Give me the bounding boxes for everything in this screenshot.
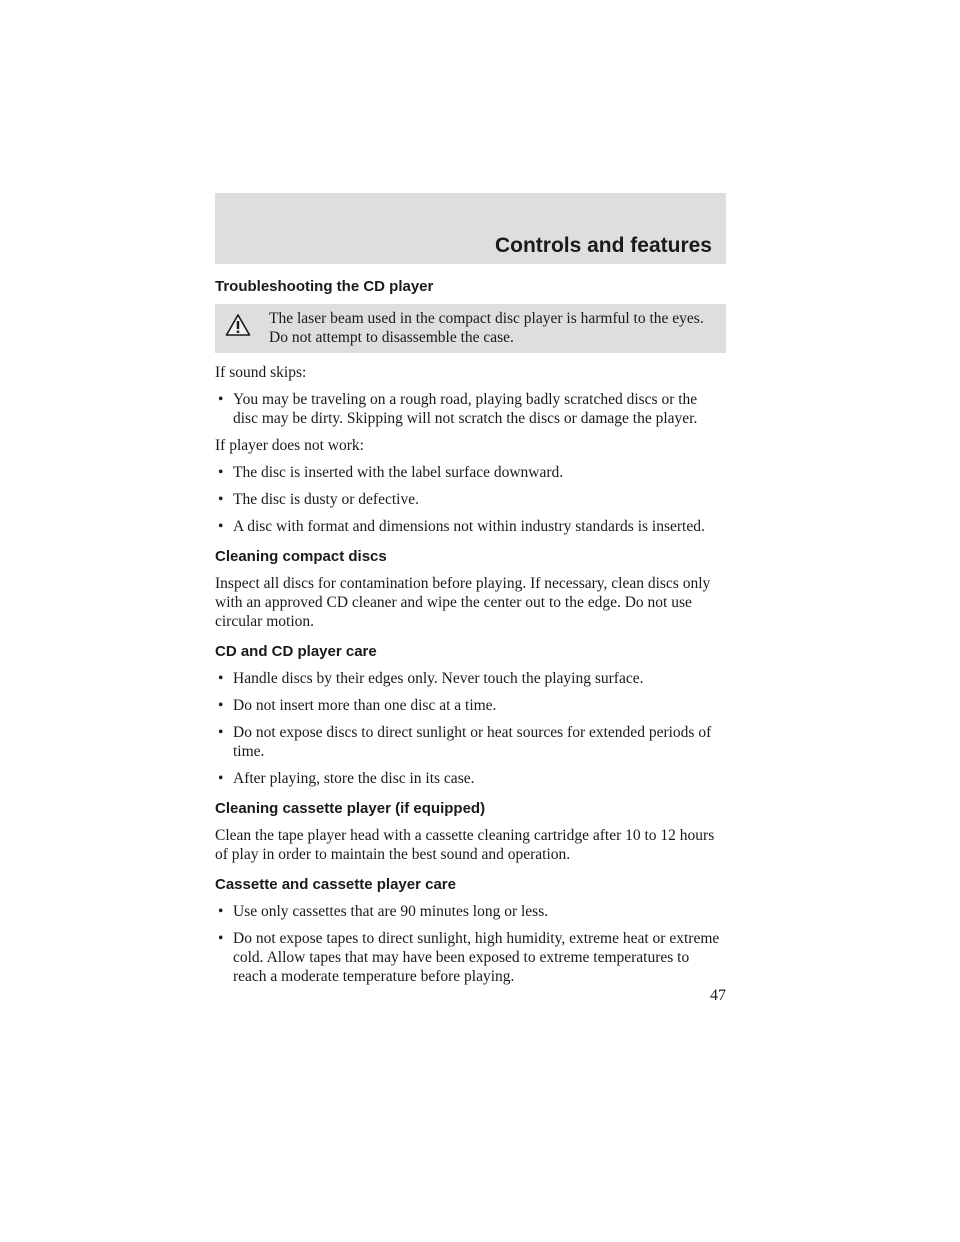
bullet-glyph: •	[218, 391, 224, 408]
list-item: • After playing, store the disc in its case.	[218, 770, 475, 787]
list-item: • You may be traveling on a rough road, playing badly scratched discs or the disc may be dirty. Skipping will not scratch the discs or damage the player.	[218, 391, 698, 427]
bullet-glyph: •	[218, 770, 224, 787]
warning-text: The laser beam used in the compact disc player is harmful to the eyes. Do not attempt to disassemble the case.	[269, 310, 704, 346]
bullet-glyph: •	[218, 464, 224, 481]
heading-cleaning-compact-discs: Cleaning compact discs	[215, 548, 387, 565]
list-item: • A disc with format and dimensions not within industry standards is inserted.	[218, 518, 705, 535]
section-title: Controls and features	[494, 234, 712, 257]
list-item: • The disc is inserted with the label surface downward.	[218, 464, 564, 481]
intro-sound-skips: If sound skips:	[215, 364, 307, 381]
bullet-glyph: •	[218, 697, 224, 714]
list-item: • Use only cassettes that are 90 minutes long or less.	[218, 903, 549, 920]
list-item: • Do not insert more than one disc at a time.	[218, 697, 497, 714]
list-item: • Handle discs by their edges only. Never touch the playing surface.	[218, 670, 644, 687]
list-item: • The disc is dusty or defective.	[218, 491, 419, 508]
bullet-list-cd-player-care	[215, 669, 726, 788]
heading-cd-player-care: CD and CD player care	[215, 643, 377, 660]
bullet-glyph: •	[218, 670, 224, 687]
bullet-list-cassette-player-care	[215, 902, 726, 986]
bullet-glyph: •	[218, 903, 224, 920]
bullet-glyph: •	[218, 491, 224, 508]
body-cleaning-compact-discs: Inspect all discs for contamination before playing. If necessary, clean discs only with an approved CD cleaner and wipe the center out to the edge. Do not use circular motion.	[215, 575, 711, 630]
bullet-glyph: •	[218, 724, 224, 741]
section-header-band	[215, 193, 726, 264]
heading-cassette-player-care: Cassette and cassette player care	[215, 876, 456, 893]
page-content	[215, 276, 726, 994]
warning-box	[215, 304, 726, 353]
heading-cleaning-cassette-player: Cleaning cassette player (if equipped)	[215, 800, 486, 817]
body-cleaning-cassette-player: Clean the tape player head with a cassette cleaning cartridge after 10 to 12 hours of play in order to maintain the best sound and operation.	[215, 827, 715, 863]
page-number: 47	[710, 987, 726, 1004]
bullet-list-player-not-work	[215, 463, 726, 536]
bullet-glyph: •	[218, 518, 224, 535]
list-item: • Do not expose discs to direct sunlight or heat sources for extended periods of time.	[218, 724, 712, 760]
intro-player-not-work: If player does not work:	[215, 437, 364, 454]
bullet-list-sound-skips	[215, 390, 726, 428]
heading-troubleshooting-cd: Troubleshooting the CD player	[215, 278, 434, 295]
list-item: • Do not expose tapes to direct sunlight, high humidity, extreme heat or extreme cold. Allow tapes that may have been exposed to extreme temperatures to reach a moderate temperature before playing.	[218, 930, 720, 985]
warning-triangle-icon	[225, 313, 251, 337]
bullet-glyph: •	[218, 930, 224, 947]
